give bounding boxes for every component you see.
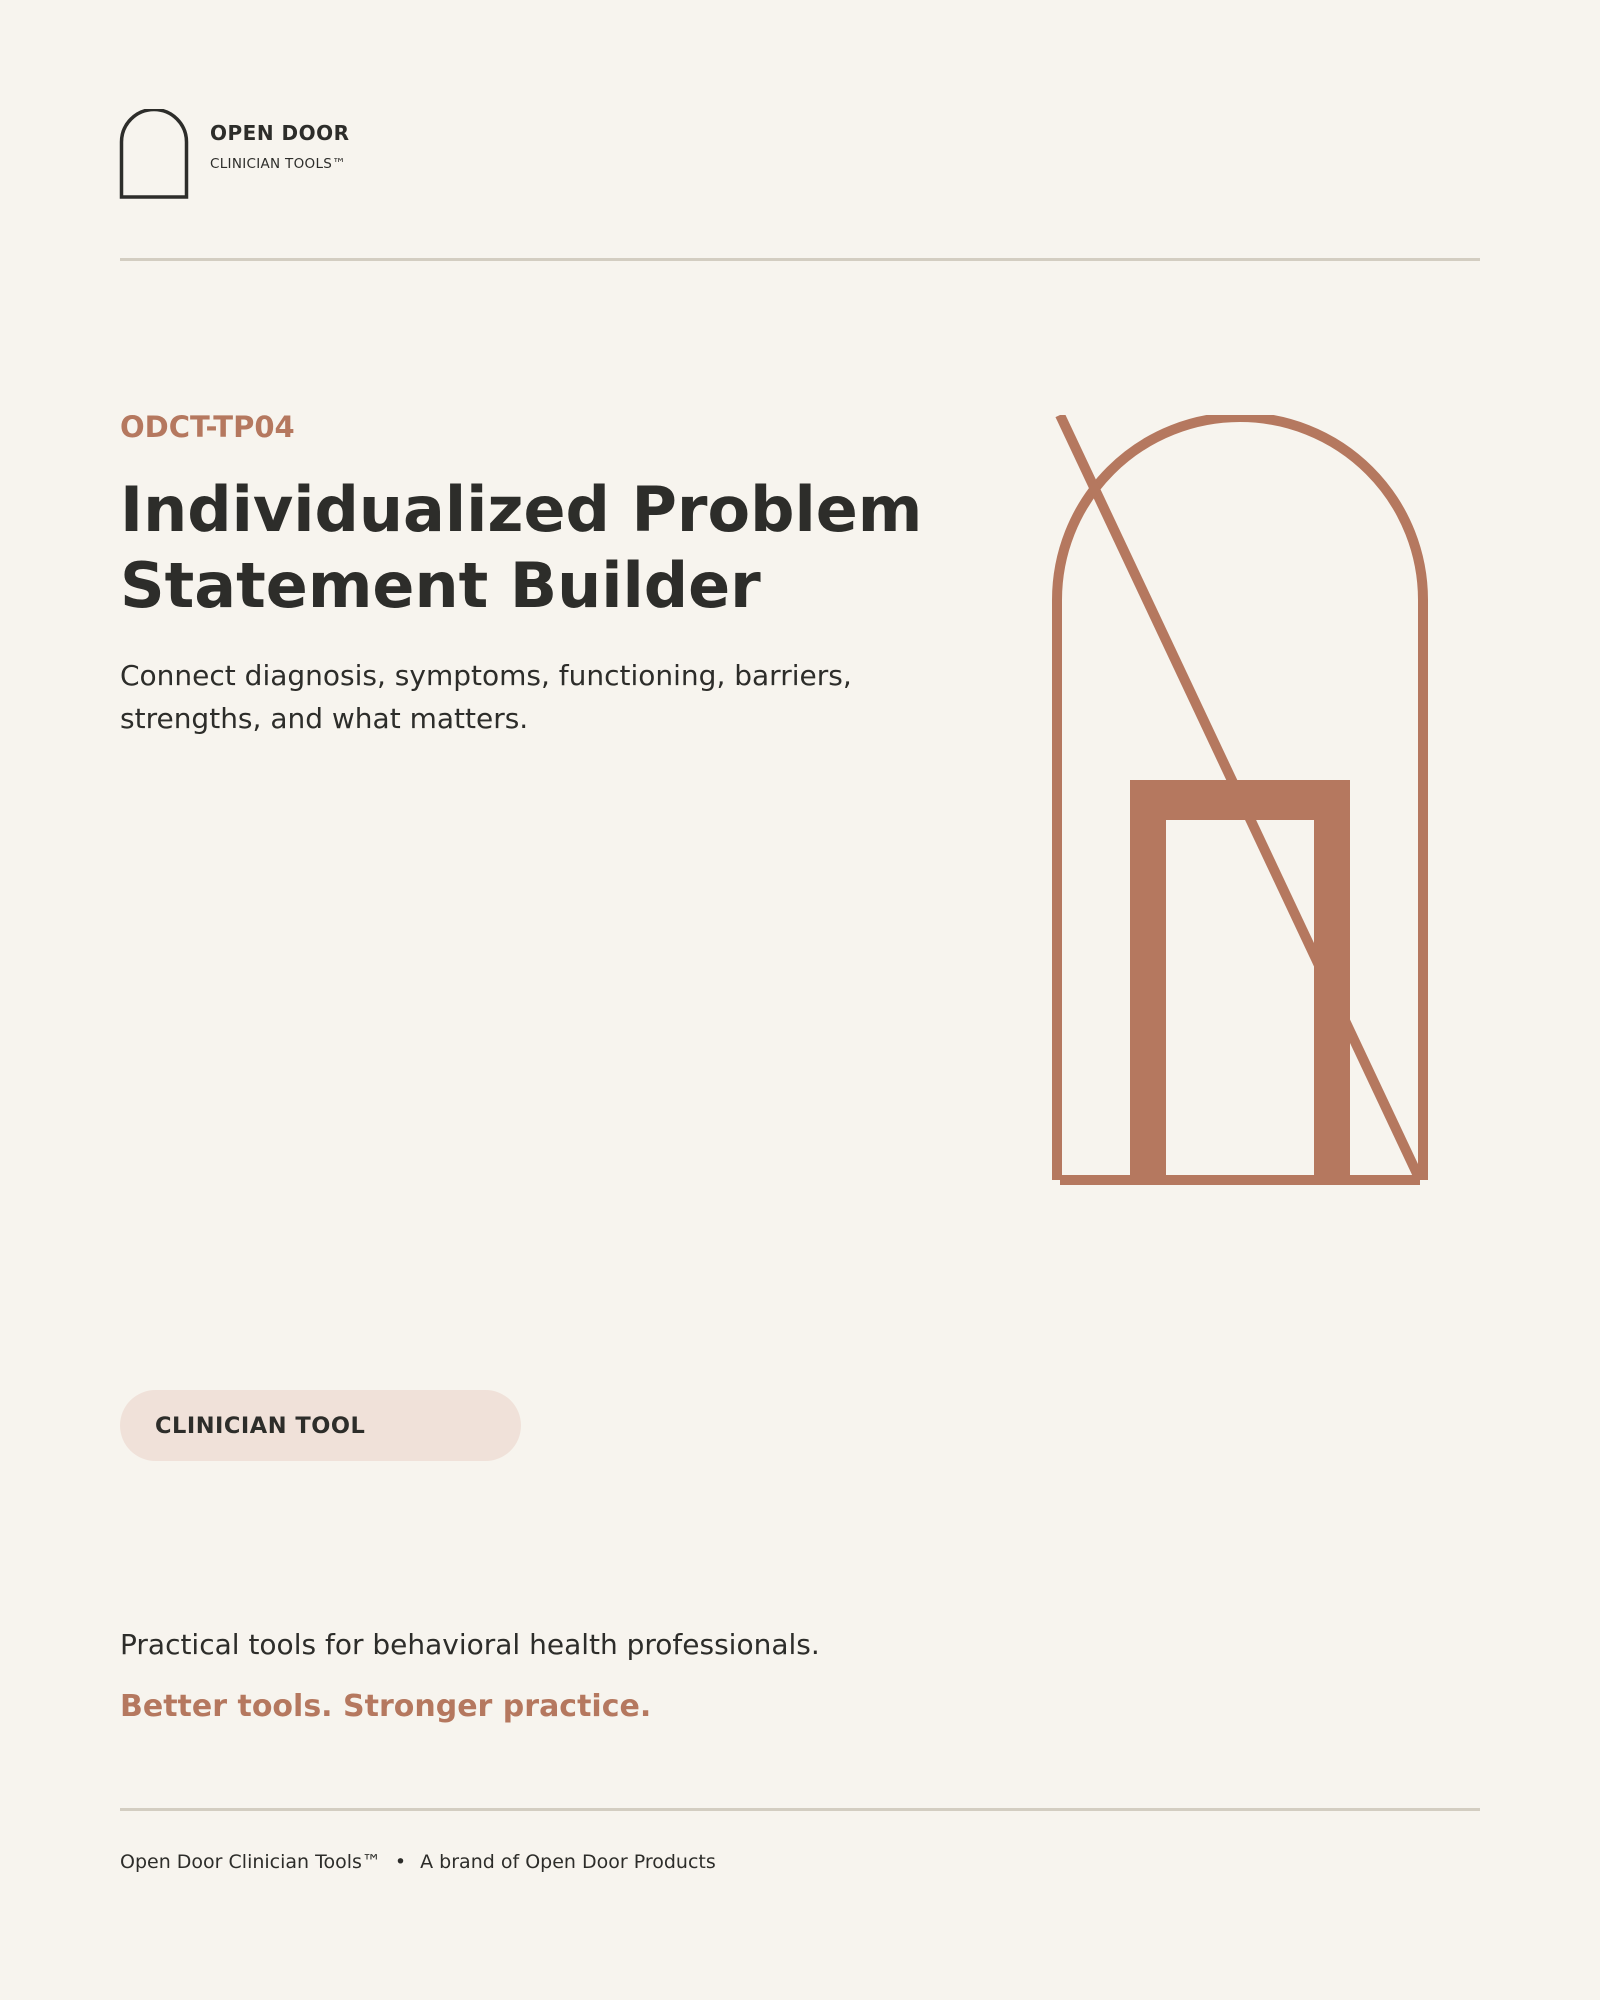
badge-label: CLINICIAN TOOL [155,1412,366,1439]
clinician-tool-badge [120,1390,521,1461]
practical-statement: Practical tools for behavioral health professionals. [120,1628,820,1661]
header-divider [120,258,1480,261]
footer-parent-brand: A brand of Open Door Products [420,1851,716,1873]
page-subtitle: Connect diagnosis, symptoms, functioning, barriers, strengths, and what matters. [120,659,852,735]
tagline: Better tools. Stronger practice. [120,1689,652,1724]
brand-subtitle: CLINICIAN TOOLS™ [210,156,346,172]
brand-name: OPEN DOOR [210,121,350,145]
document-code: ODCT-TP04 [120,410,295,444]
footer-brand: Open Door Clinician Tools™ [120,1851,381,1873]
footer-separator: • [394,1851,407,1873]
footer [120,1851,716,1873]
arched-door-icon [119,109,189,199]
footer-divider [120,1808,1480,1811]
page-title: Individualized Problem Statement Builder [120,473,923,622]
arched-doorway-icon [1050,415,1430,1195]
